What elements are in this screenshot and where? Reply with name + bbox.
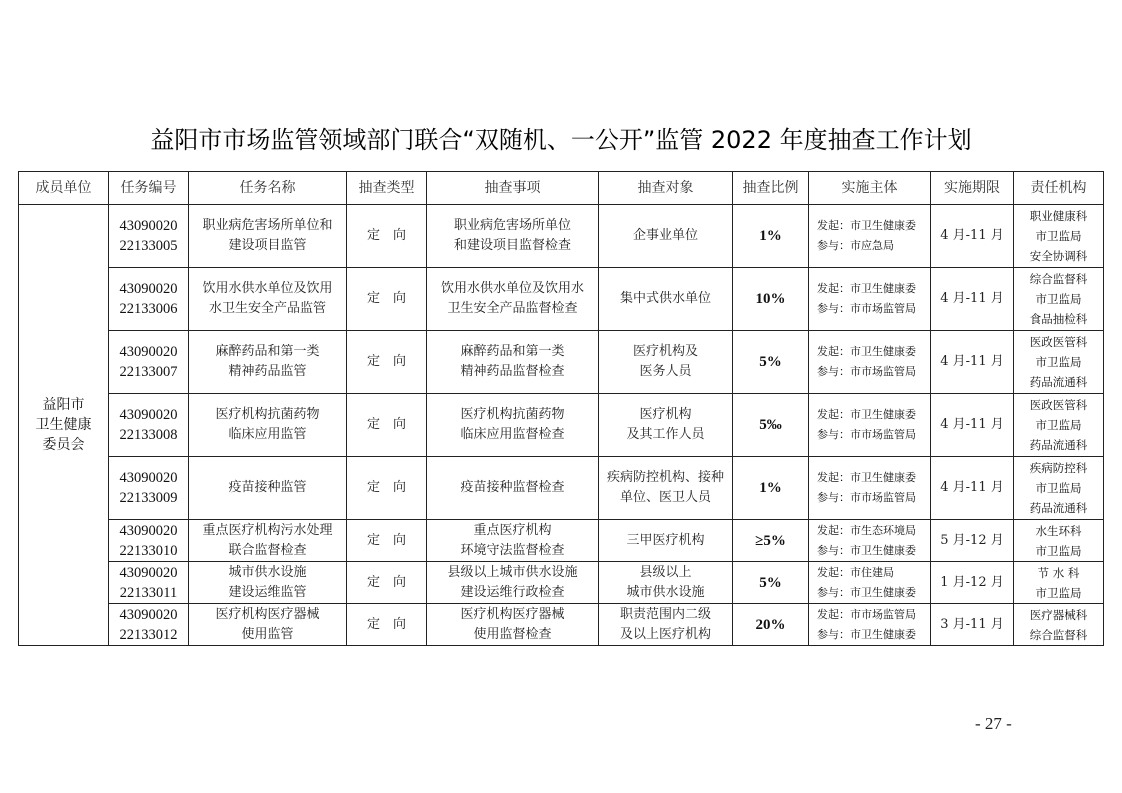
responsible-unit-cell-line: 水生环科 [1035,523,1082,538]
responsible-unit-cell [1014,331,1104,394]
header-inspection-target: 抽查对象 [599,172,733,205]
task-code-cell-line: 22133006 [119,301,178,317]
inspection-item-cell [427,562,599,604]
task-name-cell-line: 水卫生安全产品监管 [208,301,326,316]
inspection-item-cell [427,268,599,331]
responsible-unit-cell-line: 市卫监局 [1035,481,1082,495]
inspection-target-cell-line: 职责范围内二级 [619,606,711,622]
task-name-cell-line: 重点医疗机构污水处理 [202,522,333,538]
inspection-item-cell-line: 县级以上城市供水设施 [447,564,578,580]
responsible-unit-cell [1014,394,1104,457]
responsible-unit-cell-line: 医疗器械科 [1029,607,1088,622]
task-name-cell-line: 医疗机构抗菌药物 [215,407,320,422]
inspection-item-cell-line: 麻醉药品和第一类 [460,344,565,359]
executing-body-cell [809,268,931,331]
executing-body-cell-line: 参与：市卫生健康委 [817,543,916,557]
period-cell: 4 月-11 月 [931,268,1014,331]
executing-body-cell-line: 发起：市卫生健康委 [817,408,916,421]
executing-body-cell-line: 参与：市市场监管局 [817,428,916,441]
executing-body-cell [809,331,931,394]
table-row [19,562,1104,604]
period-cell: 1 月-12 月 [931,562,1014,604]
inspection-target-cell [599,331,733,394]
responsible-unit-cell-line: 药品流通科 [1029,438,1088,452]
table-header-row [19,172,1104,205]
inspection-target-cell [599,604,733,646]
inspection-target-cell [599,520,733,562]
inspection-item-cell [427,394,599,457]
inspection-type-cell: 定 向 [347,457,427,520]
responsible-unit-cell [1014,562,1104,604]
inspection-item-cell-line: 医疗机构抗菌药物 [460,407,565,422]
responsible-unit-cell-line: 综合监督科 [1029,627,1088,642]
inspection-target-cell [599,562,733,604]
executing-body-cell-line: 发起：市住建局 [817,565,894,579]
inspection-ratio-cell: 5% [733,562,809,604]
page-number: - 27 - [975,714,1012,733]
executing-body-cell-line: 发起：市卫生健康委 [817,219,916,232]
responsible-unit-cell-line: 药品流通科 [1029,501,1088,515]
inspection-item-cell-line: 饮用水供水单位及饮用水 [440,281,584,296]
responsible-unit-cell [1014,520,1104,562]
task-name-cell-line: 精神药品监管 [228,364,307,379]
period-cell: 5 月-12 月 [931,520,1014,562]
inspection-item-cell [427,205,599,268]
inspection-ratio-cell: 10% [733,268,809,331]
inspection-item-cell-line: 疫苗接种监督检查 [460,480,565,495]
task-name-cell [189,520,347,562]
executing-body-cell [809,562,931,604]
task-code-cell [109,520,189,562]
header-inspection-item: 抽查事项 [427,172,599,205]
inspection-target-cell-line: 县级以上 [639,564,692,580]
executing-body-cell-line: 参与：市市场监管局 [817,491,916,504]
period-cell: 3 月-11 月 [931,604,1014,646]
header-period: 实施期限 [931,172,1014,205]
executing-body-cell-line: 参与：市卫生健康委 [817,627,916,641]
inspection-type-cell: 定 向 [347,394,427,457]
task-code-cell-line: 43090020 [119,344,178,360]
inspection-target-cell-line: 集中式供水单位 [619,291,711,306]
period-cell: 4 月-11 月 [931,331,1014,394]
task-name-cell-line: 医疗机构医疗器械 [215,606,320,622]
responsible-unit-cell-line: 市卫监局 [1035,585,1082,600]
inspection-target-cell-line: 城市供水设施 [626,584,705,600]
task-name-cell [189,205,347,268]
task-name-cell [189,268,347,331]
inspection-item-cell-line: 临床应用监督检查 [460,427,565,442]
task-name-cell-line: 建设运维监管 [228,584,307,600]
task-code-cell-line: 43090020 [119,606,178,623]
document-title: 益阳市市场监管领域部门联合“双随机、一公开”监管 2022 年度抽查工作计划 [150,126,972,154]
header-inspection-type: 抽查类型 [347,172,427,205]
inspection-target-cell [599,268,733,331]
table-row [19,331,1104,394]
inspection-item-cell-line: 环境守法监督检查 [460,542,565,558]
table-row [19,520,1104,562]
task-name-cell-line: 城市供水设施 [228,564,307,580]
inspection-ratio-cell: 5‰ [733,394,809,457]
member-unit-cell-line: 卫生健康 [35,417,92,433]
inspection-target-cell [599,457,733,520]
task-name-cell [189,604,347,646]
inspection-item-cell-line: 使用监督检查 [473,626,552,642]
inspection-type-cell: 定 向 [347,562,427,604]
responsible-unit-cell-line: 市卫监局 [1035,355,1082,369]
member-unit-cell [19,205,109,646]
task-code-cell-line: 43090020 [119,281,178,297]
task-code-cell-line: 22133010 [119,542,178,559]
inspection-ratio-cell: 20% [733,604,809,646]
task-code-cell-line: 43090020 [119,407,178,423]
responsible-unit-cell-line: 综合监督科 [1029,272,1088,286]
header-executing-body: 实施主体 [809,172,931,205]
executing-body-cell [809,394,931,457]
inspection-type-cell: 定 向 [347,205,427,268]
header-responsible-unit: 责任机构 [1014,172,1104,205]
task-name-cell-line: 使用监管 [241,626,294,642]
executing-body-cell-line: 发起：市卫生健康委 [817,282,916,295]
inspection-type-cell: 定 向 [347,268,427,331]
inspection-target-cell-line: 医务人员 [639,364,692,379]
task-name-cell-line: 饮用水供水单位及饮用 [202,281,333,296]
member-unit-cell-line: 益阳市 [42,397,85,413]
table-row [19,394,1104,457]
responsible-unit-cell-line: 市卫监局 [1035,418,1082,432]
inspection-item-cell-line: 精神药品监督检查 [460,364,565,379]
task-code-cell [109,205,189,268]
task-code-cell [109,604,189,646]
inspection-type-cell: 定 向 [347,331,427,394]
inspection-ratio-cell: ≥5% [733,520,809,562]
inspection-plan-table [18,171,1104,646]
executing-body-cell [809,457,931,520]
responsible-unit-cell-line: 职业健康科 [1029,209,1088,223]
task-code-cell-line: 22133011 [119,584,178,601]
responsible-unit-cell-line: 医政医管科 [1029,335,1088,349]
task-code-cell [109,562,189,604]
task-code-cell-line: 22133009 [119,490,178,506]
inspection-target-cell-line: 医疗机构 [639,407,692,422]
inspection-item-cell-line: 重点医疗机构 [473,522,552,538]
inspection-target-cell [599,394,733,457]
task-name-cell-line: 临床应用监管 [228,427,307,442]
inspection-type-cell: 定 向 [347,520,427,562]
member-unit-cell-line: 委员会 [42,437,85,453]
executing-body-cell [809,520,931,562]
inspection-target-cell-line: 疾病防控机构、接种 [606,470,724,485]
task-name-cell-line: 麻醉药品和第一类 [215,344,320,359]
inspection-target-cell-line: 医疗机构及 [632,344,698,359]
task-name-cell [189,394,347,457]
inspection-item-cell-line: 职业病危害场所单位 [453,218,571,233]
inspection-type-cell: 定 向 [347,604,427,646]
header-task-name: 任务名称 [189,172,347,205]
inspection-ratio-cell: 1% [733,205,809,268]
inspection-target-cell-line: 企事业单位 [632,228,698,243]
executing-body-cell [809,604,931,646]
responsible-unit-cell-line: 药品流通科 [1029,375,1088,389]
task-code-cell [109,457,189,520]
inspection-target-cell-line: 单位、医卫人员 [619,490,711,505]
period-cell: 4 月-11 月 [931,205,1014,268]
inspection-item-cell-line: 建设运维行政检查 [460,584,565,600]
inspection-item-cell [427,331,599,394]
task-name-cell-line: 职业病危害场所单位和 [202,218,333,233]
responsible-unit-cell-line: 医政医管科 [1029,398,1088,412]
responsible-unit-cell-line: 食品抽检科 [1029,312,1088,326]
responsible-unit-cell [1014,205,1104,268]
responsible-unit-cell-line: 市卫监局 [1035,543,1082,558]
period-cell: 4 月-11 月 [931,394,1014,457]
responsible-unit-cell-line: 市卫监局 [1035,292,1082,306]
executing-body-cell-line: 发起：市市场监管局 [817,607,916,621]
responsible-unit-cell [1014,604,1104,646]
inspection-target-cell-line: 三甲医疗机构 [626,532,705,548]
inspection-target-cell-line: 及以上医疗机构 [619,626,711,642]
responsible-unit-cell [1014,268,1104,331]
header-member-unit: 成员单位 [19,172,109,205]
executing-body-cell-line: 参与：市应急局 [817,239,894,252]
task-code-cell-line: 43090020 [119,564,178,581]
executing-body-cell-line: 参与：市卫生健康委 [817,585,916,599]
task-code-cell-line: 43090020 [119,470,178,486]
executing-body-cell-line: 发起：市卫生健康委 [817,471,916,484]
task-code-cell-line: 43090020 [119,218,178,234]
inspection-ratio-cell: 1% [733,457,809,520]
responsible-unit-cell-line: 市卫监局 [1035,229,1082,243]
task-code-cell [109,394,189,457]
task-name-cell-line: 联合监督检查 [228,542,307,558]
inspection-target-cell [599,205,733,268]
inspection-item-cell [427,457,599,520]
period-cell: 4 月-11 月 [931,457,1014,520]
task-code-cell-line: 22133008 [119,427,178,443]
executing-body-cell-line: 发起：市生态环境局 [817,523,916,537]
inspection-item-cell-line: 医疗机构医疗器械 [460,606,565,622]
inspection-item-cell [427,520,599,562]
inspection-ratio-cell: 5% [733,331,809,394]
task-name-cell [189,562,347,604]
executing-body-cell-line: 参与：市市场监管局 [817,302,916,315]
responsible-unit-cell-line: 疾病防控科 [1029,461,1088,475]
task-code-cell [109,268,189,331]
task-code-cell-line: 22133007 [119,364,178,380]
table-row [19,457,1104,520]
task-code-cell-line: 22133005 [119,238,178,254]
table-row [19,205,1104,268]
responsible-unit-cell-line: 安全协调科 [1029,249,1088,263]
task-name-cell-line: 建设项目监管 [228,238,307,253]
table-row [19,268,1104,331]
responsible-unit-cell-line: 节 水 科 [1037,565,1080,580]
task-code-cell [109,331,189,394]
header-inspection-ratio: 抽查比例 [733,172,809,205]
task-code-cell-line: 22133012 [119,626,178,643]
task-name-cell [189,457,347,520]
executing-body-cell-line: 参与：市市场监管局 [817,365,916,378]
responsible-unit-cell [1014,457,1104,520]
inspection-item-cell-line: 卫生安全产品监督检查 [447,301,578,316]
executing-body-cell [809,205,931,268]
table-row [19,604,1104,646]
inspection-item-cell-line: 和建设项目监督检查 [453,238,571,253]
inspection-target-cell-line: 及其工作人员 [626,427,705,442]
inspection-item-cell [427,604,599,646]
header-task-code: 任务编号 [109,172,189,205]
executing-body-cell-line: 发起：市卫生健康委 [817,345,916,358]
task-code-cell-line: 43090020 [119,522,178,539]
task-name-cell [189,331,347,394]
task-name-cell-line: 疫苗接种监管 [228,480,307,495]
